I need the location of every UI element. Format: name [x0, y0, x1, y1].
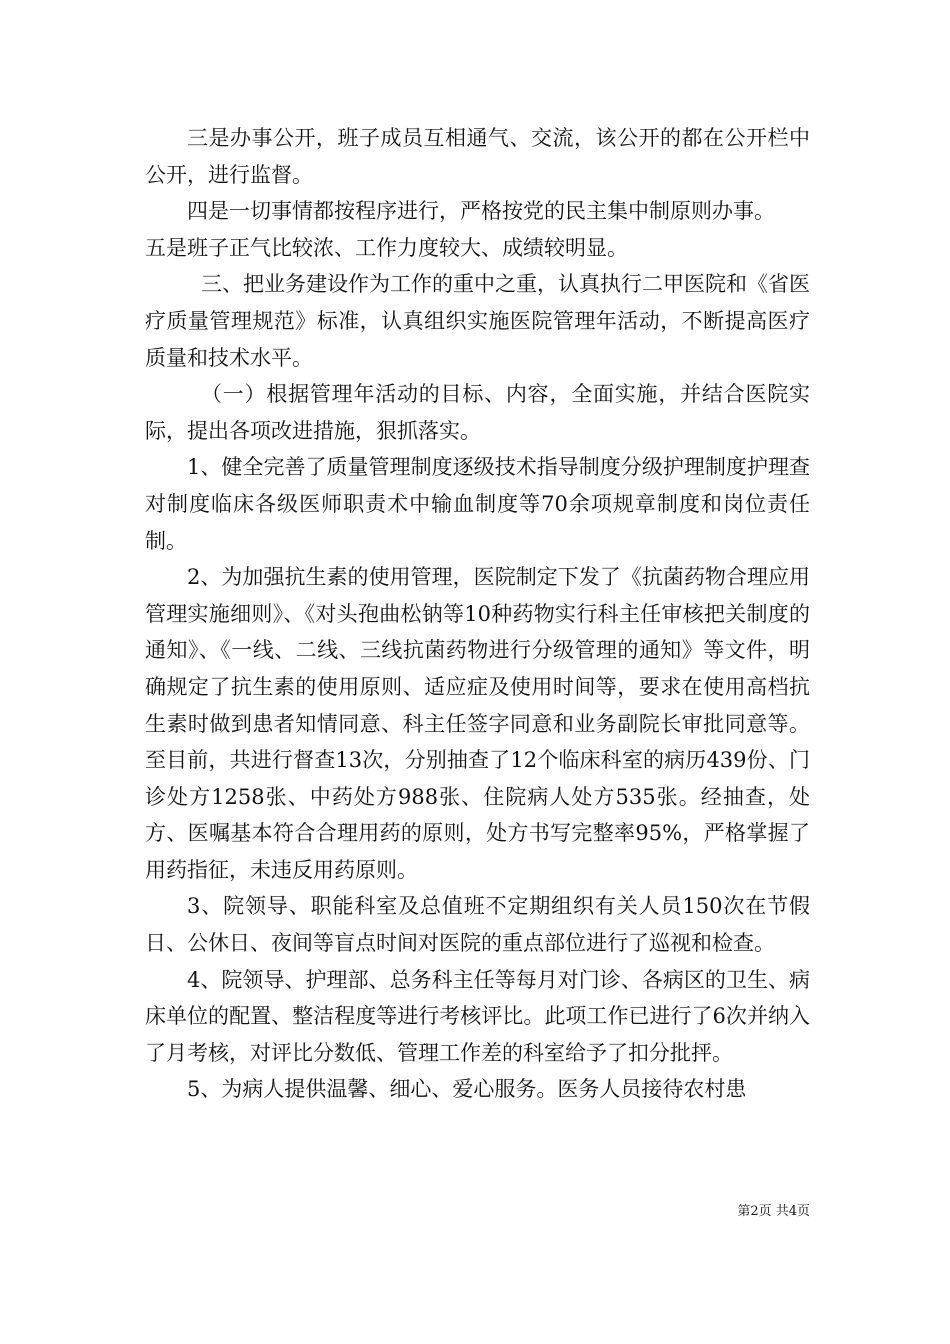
paragraph-2: 四是一切事情都按程序进行，严格按党的民主集中制原则办事。	[187, 199, 775, 224]
paragraph-7: 2、为加强抗生素的使用管理，医院制定下发了《抗菌药物合理应用管理实施细则》、《对头孢曲松钠等10种药物实行科主任审核把关制度的通知》、《一线、二线、三线抗菌药物进行分级管理的通知》等文件，明确规定了抗生素的使用原则、适应症及使用时间等，要求在使用高档抗生素时做到患者知情同意、科主任签字同意和业务副院长审批同意等。至目前，共进行督查13次，分别抽查了12个临床科室的病历439份、门诊处方1258张、中药处方988张、住院病人处方535张。经抽查，处方、医嘱基本符合合理用药的原则，处方书写完整率95%，严格掌握了用药指征，未违反用药原则。	[145, 565, 810, 882]
paragraph-3: 五是班子正气比较浓、工作力度较大、成绩较明显。	[145, 235, 628, 260]
paragraph-6: 1、健全完善了质量管理制度逐级技术指导制度分级护理制度护理查对制度临床各级医师职责术中输血制度等70余项规章制度和岗位责任制。	[145, 455, 810, 553]
paragraph-5: （一）根据管理年活动的目标、内容，全面实施，并结合医院实际，提出各项改进措施，狠抓落实。	[145, 382, 810, 443]
paragraph-8: 3、院领导、职能科室及总值班不定期组织有关人员150次在节假日、公休日、夜间等盲点时间对医院的重点部位进行了巡视和检查。	[145, 894, 810, 956]
page-number-footer: 第2页 共4页	[737, 1204, 810, 1219]
paragraph-9: 4、院领导、护理部、总务科主任等每月对门诊、各病区的卫生、病床单位的配置、整洁程度等进行考核评比。此项工作已进行了6次并纳入了月考核，对评比分数低、管理工作差的科室给予了扣分批抨。	[145, 967, 810, 1065]
paragraph-4: 三、把业务建设作为工作的重中之重，认真执行二甲医院和《省医疗质量管理规范》标准，认真组织实施医院管理年活动，不断提高医疗质量和技术水平。	[145, 272, 810, 370]
document-body	[145, 120, 810, 1108]
paragraph-10: 5、为病人提供温馨、细心、爱心服务。医务人员接待农村患	[187, 1077, 747, 1102]
paragraph-1: 三是办事公开，班子成员互相通气、交流，该公开的都在公开栏中公开，进行监督。	[145, 126, 810, 187]
